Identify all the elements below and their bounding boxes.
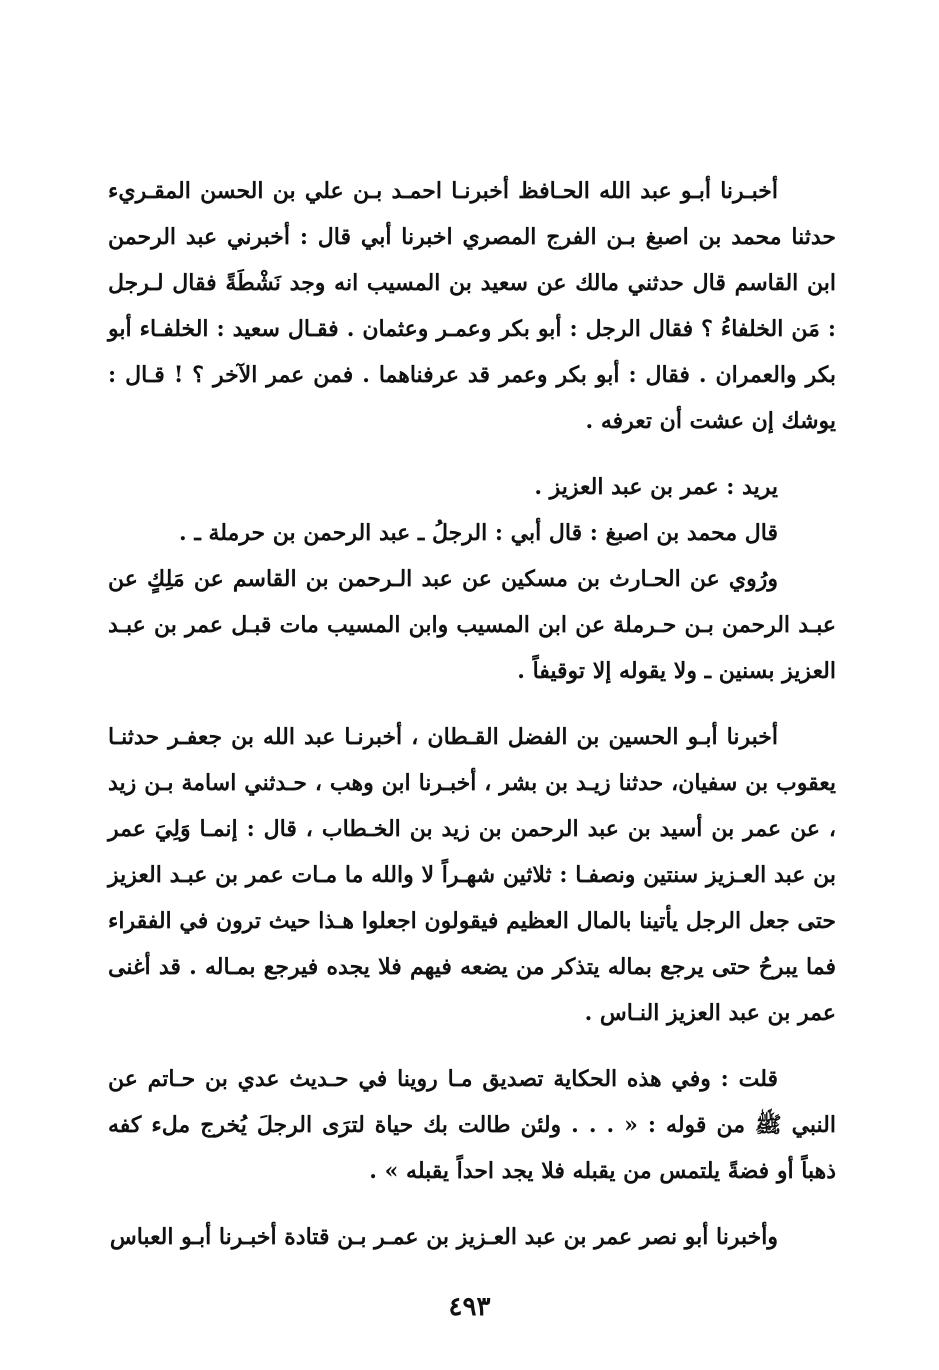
body-text: [108, 168, 836, 1260]
page-number: ٤٩٣: [448, 1292, 491, 1322]
paragraph-4: ورُوي عن الحـارث بن مسكين عن عبد الـرحمن بن القاسم عن مَلِكٍ عن عبـد الرحمن بـن حـرملة عن ابن المسيب وابن المسيب مات قبـل عمر بن عبـد العزيز بسنين ـ ولا يقوله إلا توقيفاً .: [108, 566, 836, 684]
paragraph-7: وأخبرنا أبو نصر عمر بن عبد العـزيز بن عمـر بـن قتادة أخبـرنا أبـو العباس: [109, 1224, 778, 1250]
paragraph-2: يريد : عمر بن عبد العزيز .: [534, 474, 778, 500]
paragraph-5: أخبرنا أبـو الحسين بن الفضل القـطان ، أخبرنـا عبد الله بن جعفـر حدثنـا يعقوب بن سفيان، حدثنا زيـد بن بشر ، أخبـرنا ابن وهب ، حـدثني اسامة بـن زيد ، عن عمر بن أسيد بن عبد الرحمن بن زيد بن الخـطاب ، قال : إنمـا وَلِيَ عمر بن عبد العـزيز سنتين ونصفـا : ثلاثين شهـراً لا والله ما مـات عمر بن عبـد العزيز حتى جعل الرجل يأتينا بالمال العظيم فيقولون اجعلوا هـذا حيث ترون في الفقراء فما يبرحُ حتى يرجع بماله يتذكر من يضعه فيهم فلا يجده فيرجع بمـاله . قد أغنى عمر بن عبد العزيز النـاس .: [108, 724, 836, 1026]
paragraph-6: قلت : وفي هذه الحكاية تصديق مـا روينا في حـديث عدي بن حـاتم عن النبي ﷺ من قوله : « . . . ولئن طالت بك حياة لترَى الرجلَ يُخرج ملء كفه ذهباً أو فضةً يلتمس من يقبله فلا يجد احداً يقبله » .: [108, 1066, 836, 1184]
paragraph-3: قال محمد بن اصبغ : قال أبي : الرجلُ ـ عبد الرحمن بن حرملة ـ .: [179, 520, 778, 546]
paragraph-1: أخبـرنا أبـو عبد الله الحـافظ أخبرنـا احمـد بـن علي بن الحسن المقـريء حدثنا محمد بن اصبغ بـن الفرج المصري اخبرنا أبي قال : أخبرني عبد الرحمن ابن القاسم قال حدثني مالك عن سعيد بن المسيب انه وجد نَشْطَةً فقال لـرجل : مَن الخلفاءُ ؟ فقال الرجل : أبو بكر وعمـر وعثمان . فقـال سعيد : الخلفـاء أبو بكر والعمران . فقال : أبو بكر وعمر قد عرفناهما . فمن عمر الآخر ؟ ! قـال : يوشك إن عشت أن تعرفه .: [108, 178, 836, 434]
